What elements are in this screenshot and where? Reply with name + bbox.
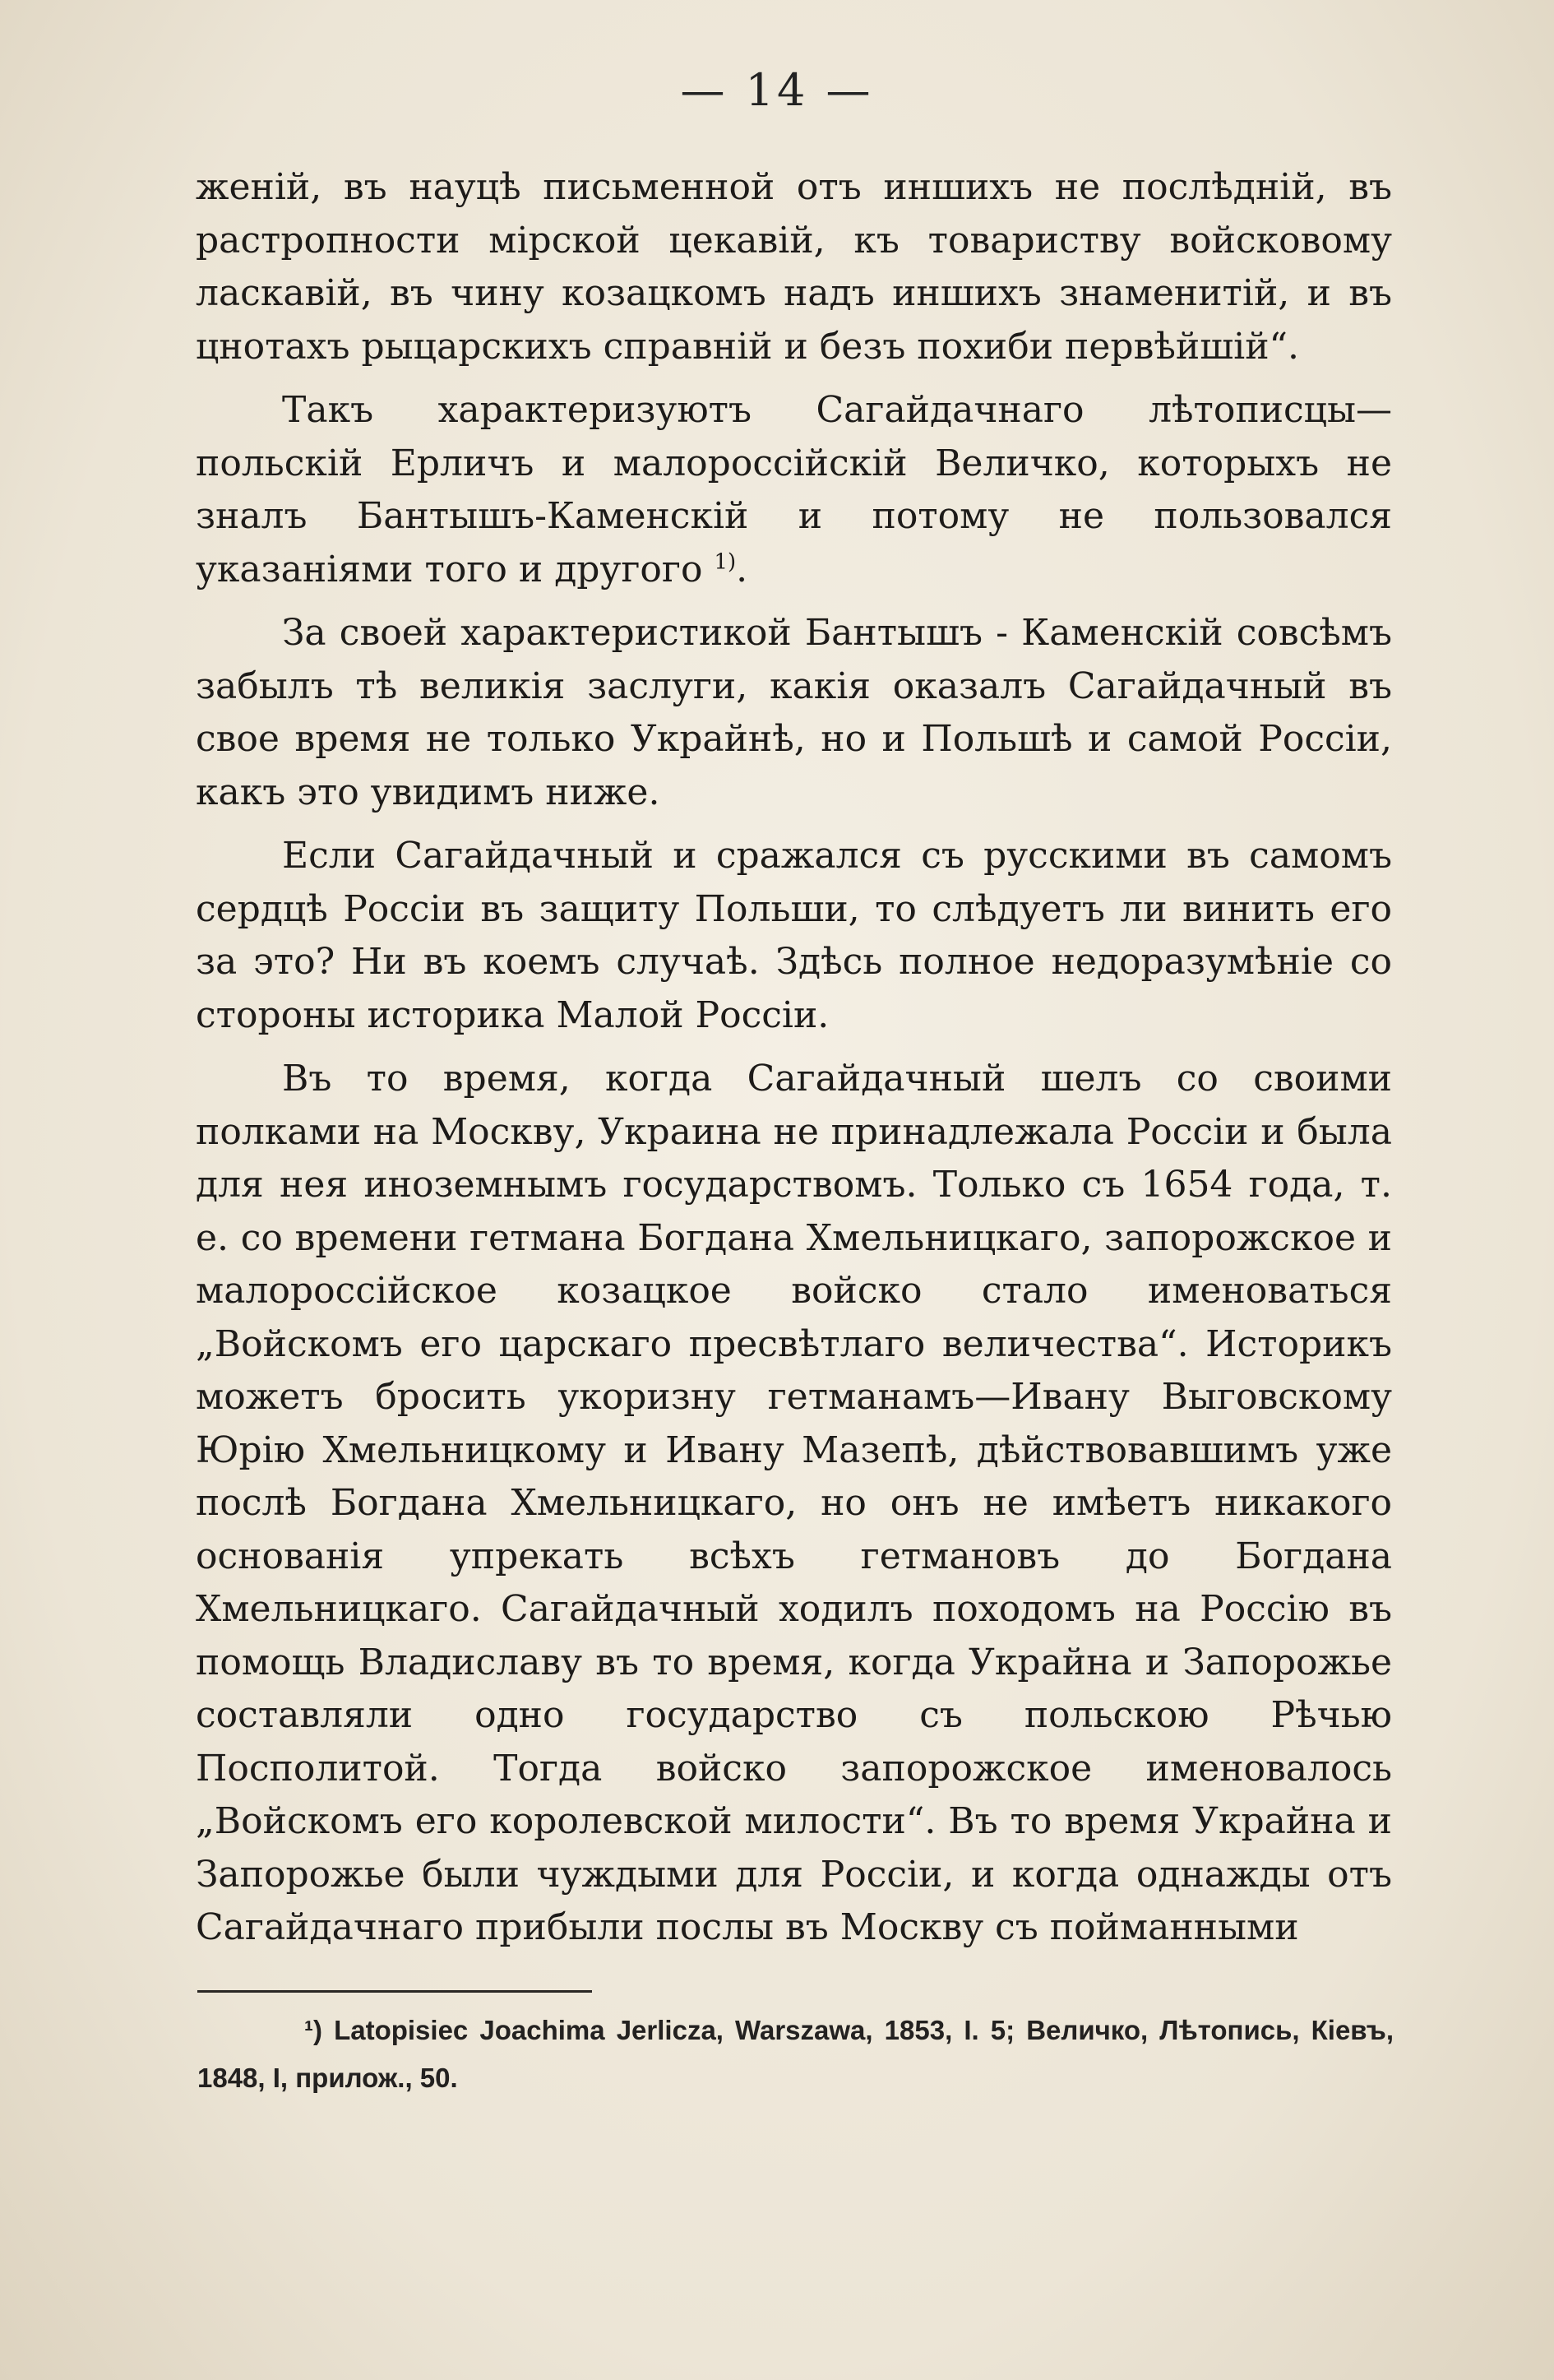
paragraph-1: женій, въ науцѣ письменной отъ иншихъ не послѣдній, въ растропности мірской цекавій, къ товариству войсковому ласкавій, въ чину козацкомъ надъ иншихъ знаменитій, и въ цнотахъ рыцарскихъ справній и безъ похиби первѣйшій“. [196,166,1392,368]
body-text [196,161,1392,1966]
paragraph-2-text: Такъ характеризуютъ Сагайдачнаго лѣтописцы—польскій Ерличъ и малороссійскій Величко, которыхъ не зналъ Бантышъ-Каменскій и потому не пользовался указаніями того и другого [196,389,1392,590]
paragraph-5: Въ то время, когда Сагайдачный шелъ со своими полками на Москву, Украина не принадлежала Россіи и была для нея иноземнымъ государствомъ. Только съ 1654 года, т. е. со времени гетмана Богдана Хмельницкаго, запорожское и малороссійское козацкое войско стало именоваться „Войскомъ его царскаго пресвѣтлаго величества“. Историкъ можетъ бросить укоризну гетманамъ—Ивану Выговскому Юрію Хмельницкому и Ивану Мазепѣ, дѣйствовавшимъ уже послѣ Богдана Хмельницкаго, но онъ не имѣетъ никакого основанія упрекать всѣхъ гетмановъ до Богдана Хмельницкаго. Сагайдачный ходилъ походомъ на Россію въ помощь Владиславу въ то время, когда Украйна и Запорожье составляли одно государство съ польскою Рѣчью Посполитой. Тогда войско запорожское именовалось „Войскомъ его королевской милости“. Въ то время Украйна и Запорожье были чуждыми для Россіи, и когда однажды отъ Сагайдачнаго прибыли послы въ Москву съ пойманными [196,1058,1392,1948]
paragraph-2-tail: . [736,548,748,590]
footnote-divider [197,1990,592,1993]
paragraph-2 [196,384,1392,596]
footnote: ¹) Latopisiec Joachima Jerlicza, Warszawa, 1853, I. 5; Величко, Лѣтопись, Кіевъ, 1848, I, прилож., 50. [197,2015,1394,2093]
paragraph-3: За своей характеристикой Бантышъ - Каменскій совсѣмъ забылъ тѣ великія заслуги, какія оказалъ Сагайдачный въ свое время не только Украйнѣ, но и Польшѣ и самой Россіи, какъ это увидимъ ниже. [196,612,1392,813]
footnote-reference: 1) [714,549,737,574]
paragraph-4: Если Сагайдачный и сражался съ русскими въ самомъ сердцѣ Россіи въ защиту Польши, то слѣдуетъ ли винить его за это? Ни въ коемъ случаѣ. Здѣсь полное недоразумѣніе со стороны историка Малой Россіи. [196,835,1392,1036]
page-number: — 14 — [680,64,874,116]
